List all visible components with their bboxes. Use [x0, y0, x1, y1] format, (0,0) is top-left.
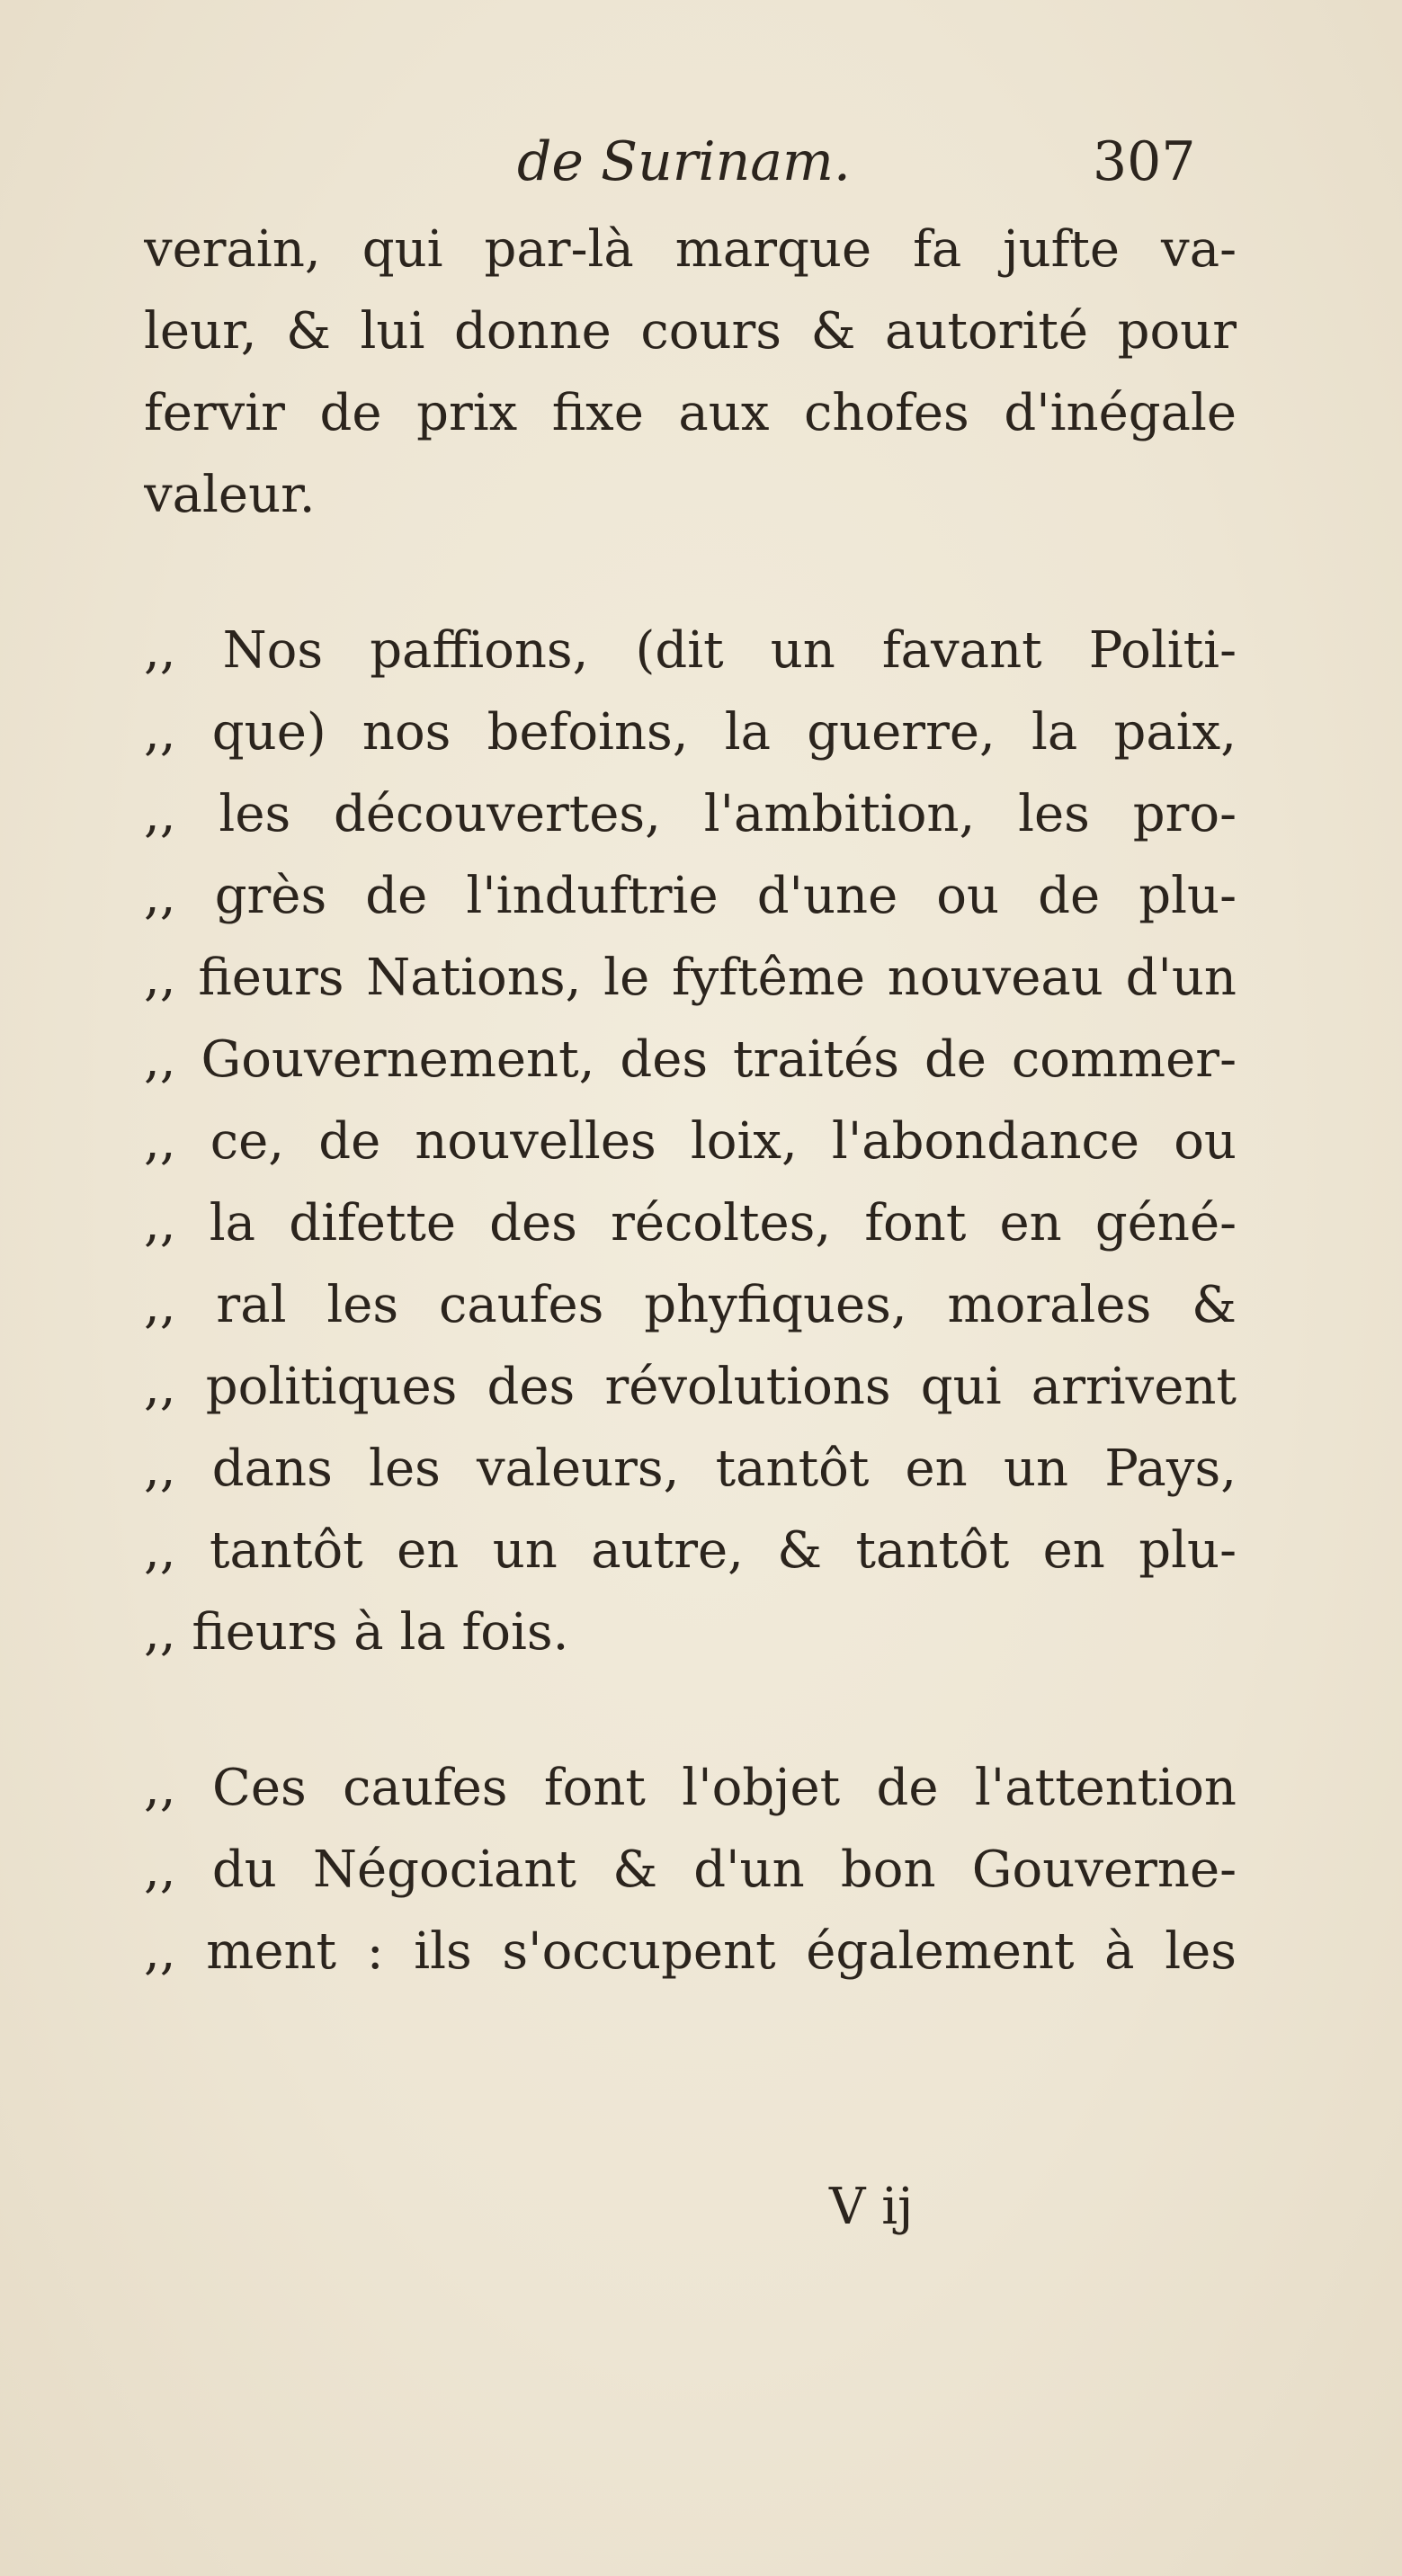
running-head: de Surinam. — [517, 130, 851, 193]
text-line: ,, fieurs Nations, le fyftême nouveau d'un — [144, 949, 1237, 1007]
signature-mark: V ij — [829, 2178, 914, 2236]
paragraph-gap — [144, 1673, 1237, 1747]
text-line: ,, Ces caufes font l'objet de l'attention — [144, 1759, 1237, 1817]
text-line: ,, Gouvernement, des traités de commer- — [144, 1030, 1237, 1089]
text-line: ,, tantôt en un autre, & tantôt en plu- — [144, 1521, 1237, 1580]
text-line: ,, politiques des révolutions qui arrivent — [144, 1358, 1237, 1416]
text-line: ,, fieurs à la fois. — [144, 1603, 569, 1662]
text-line: ,, ment : ils s'occupent également à les — [144, 1922, 1237, 1981]
text-line: ,, dans les valeurs, tantôt en un Pays, — [144, 1440, 1237, 1498]
paragraph-gap — [144, 536, 1237, 610]
text-line: ,, la difette des récoltes, font en géné- — [144, 1194, 1237, 1252]
text-line: ,, grès de l'induftrie d'une ou de plu- — [144, 867, 1237, 925]
page-number: 307 — [1093, 130, 1196, 193]
text-line: ,, Nos paffions, (dit un favant Politi- — [144, 621, 1237, 680]
text-line: fervir de prix fixe aux chofes d'inégale — [144, 384, 1237, 442]
page-header — [0, 121, 1402, 202]
text-line: ,, les découvertes, l'ambition, les pro- — [144, 785, 1237, 843]
text-line: ,, ce, de nouvelles loix, l'abondance ou — [144, 1112, 1237, 1171]
text-line: verain, qui par-là marque fa jufte va- — [144, 220, 1237, 279]
text-line: ,, ral les caufes phyfiques, morales & — [144, 1276, 1237, 1334]
text-line: valeur. — [144, 466, 316, 524]
text-line: leur, & lui donne cours & autorité pour — [144, 302, 1237, 361]
text-line: ,, du Négociant & d'un bon Gouverne- — [144, 1841, 1237, 1899]
body-text — [144, 209, 1237, 1992]
text-line: ,, que) nos befoins, la guerre, la paix, — [144, 703, 1237, 762]
